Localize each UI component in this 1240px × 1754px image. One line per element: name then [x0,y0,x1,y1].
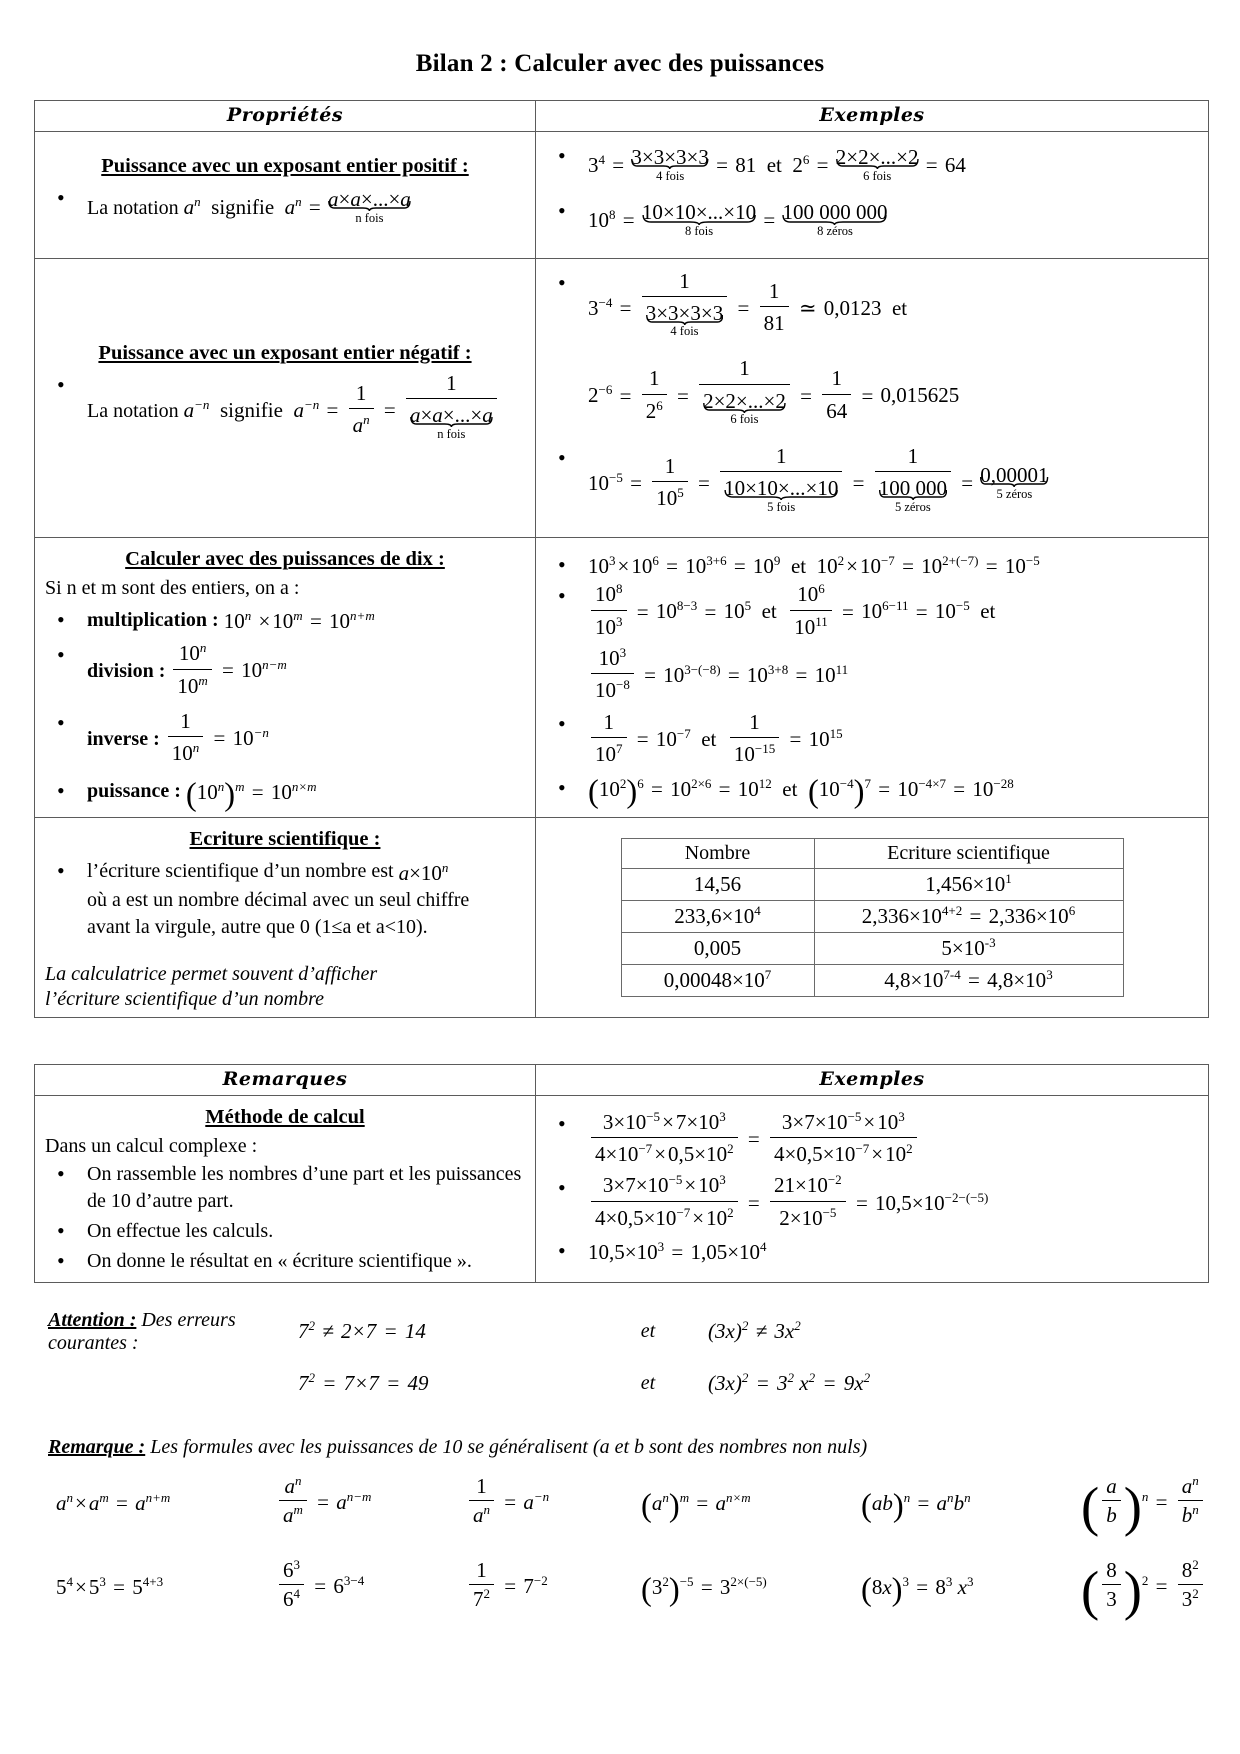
underbrace-icon [703,403,786,411]
list-item [43,185,527,233]
op-sep: : [207,608,224,631]
op-sep: : [169,779,186,802]
rule-text: l’écriture scientifique d’un nombre est [87,860,394,883]
calculator-note-line2: l’écriture scientifique d’un nombre [45,987,325,1010]
remarque-label: Remarque : [48,1435,146,1458]
cell-nombre: $233,6\times 10^4$ [621,901,814,933]
table-row [621,965,1123,997]
underbrace-icon [836,159,919,167]
header-exemples: Exemples [536,101,1209,132]
list-item: • On rassemble les nombres d’une part et les puissances de 10 d’autre part. [43,1161,527,1215]
table-row [35,1095,1209,1282]
underbrace-icon [642,215,756,223]
cell-positive-exponent-examples [536,132,1209,259]
underbrace-icon [879,490,947,498]
brace-label: 5 zéros [996,486,1033,501]
scientific-notation-table [621,838,1124,997]
rule-intro: Dans un calcul complexe : [45,1134,258,1157]
example-method-step1: • $\frac{3\times 10^{-5}\times 7\times 10^3}{4\times 10^{-7}\times 0,5\times 10^2}$ = $\frac{3\times 7\times 10^{-5}\times 10^3}{4\times 0,5\times 10^{-7}\times 10^2}$ [588,1111,920,1172]
list-item [43,777,527,814]
section-gap [34,1018,1206,1064]
cell-scientific-notation-table [536,818,1209,1018]
example-general-division: $\frac{6^3}{6^4}$ = $6^{3-4}$ [276,1561,466,1615]
example-inverse: • $\frac{1}{10^7}$ = $10^{-7}$ et $\frac{1}{10^{-15}}$ = $10^{15}$ [588,711,843,772]
cell-method-rule [35,1095,536,1282]
example-method-step2: • $\frac{3\times 7\times 10^{-5}\times 10^3}{4\times 0,5\times 10^{-7}\times 10^2}$ = $\frac{21\times 10^{-2}}{2\times 10^{-5}}$ = $10,5\times 10^{-2-(-5)}$ [588,1175,988,1236]
underbrace-icon [782,215,887,223]
list-item [43,372,527,453]
example-tail: et [891,295,908,320]
cell-positive-exponent-rule [35,132,536,259]
example-value: 0,0123 [823,295,882,320]
underbrace-icon [410,417,493,425]
example-general-product: $(8x)^3 = 8^3$ $x^3$ [861,1572,974,1608]
example-3-pow-minus-4: $3^{-4}$ = 1 3×3×3×3 4 fois = $\frac{1}{81}$ ≃ 0,0123 et [588,268,908,339]
table-row [35,818,1209,1018]
underbrace-icon [646,315,724,323]
formula-general-division: $\frac{a^n}{a^m}$ = $a^{n-m}$ [276,1477,466,1531]
op-name-division: division [87,660,154,683]
column-header-nombre: Nombre [621,839,814,869]
list-item [544,773,1200,810]
example-general-inverse: $\frac{1}{7^2}$ = $7^{-2}$ [466,1561,641,1615]
rule-title: Puissance avec un exposant entier négatif : [98,341,472,364]
remarque-block [48,1435,1206,1621]
list-item [544,143,1200,191]
cell-powers-of-ten-rule [35,537,536,818]
example-general-power: $(3^2)^{-5} = 3^{2\times(-5)}$ [641,1572,767,1608]
rule-text-line3: avant la virgule, autre que 0 (1≤a et a<10). [87,915,428,938]
table-header-row [621,839,1123,869]
header-remarques: Remarques [35,1064,536,1095]
brace-label: 4 fois [670,324,699,339]
op-name-multiplication: multiplication [87,608,208,631]
formula-general-product: $(ab)^n = a^nb^n$ [861,1488,971,1524]
table-row [35,258,1209,537]
list-item [544,583,1200,644]
op-name-puissance: puissance [87,779,170,802]
list-item [544,198,1200,246]
formula-general-power: $(a^n)^m = a^{n\times m}$ [641,1488,751,1524]
attention-row1-right: $(3x)^2 \ne 3x^2$ [708,1318,801,1344]
cell-ecriture: $1,456\times 10^1$ [814,869,1123,901]
attention-block [48,1309,1206,1396]
brace-label: 8 fois [684,223,714,238]
example-value: 0,00001 [980,463,1049,488]
attention-row2-left: $7^2 = 7\times 7 = 49$ [298,1369,429,1395]
brace-label: n fois [437,426,466,441]
remarks-table [34,1064,1209,1283]
formula-scientific-form: $a\times 10^n$ [398,859,449,885]
list-item: • On effectue les calculs. [43,1218,527,1245]
underbrace-icon [631,159,709,167]
cell-nombre: 0,005 [621,933,814,965]
formula-general-multiplication: $a^n\times a^m = a^{n+m}$ [56,1490,171,1516]
rule-title: Puissance avec un exposant entier positif : [101,155,469,178]
table-row [35,537,1209,818]
brace-label: 6 fois [730,412,759,427]
cell-powers-of-ten-examples [536,537,1209,818]
underbrace-icon [980,477,1048,485]
underbrace-icon [328,201,411,209]
rule-title: Méthode de calcul [205,1105,365,1128]
cell-ecriture: $2,336\times 10^{4+2} = 2,336\times 10^6$ [814,901,1123,933]
list-item [544,445,1200,526]
table-row [35,132,1209,259]
cell-negative-exponent-rule [35,258,536,537]
formula-general-quotient: ( $\frac{a}{b}$ )$^n$ = $\frac{a^n}{b^n}$ [1081,1477,1206,1531]
example-value: 0,015625 [880,383,960,408]
list-item [544,357,1200,438]
list-item [43,710,527,771]
brace-label: 4 fois [656,168,685,183]
example-general-multiplication: $5^4\times 5^3 = 5^{4+3}$ [56,1574,164,1600]
calculator-note-line1: La calculatrice permet souvent d’afficher [45,962,378,985]
op-sep: : [148,727,165,750]
remarque-header [48,1436,1206,1459]
cell-method-examples [536,1095,1209,1282]
cell-nombre: 14,56 [621,869,814,901]
attention-label: Attention : [48,1308,137,1331]
list-item [544,1172,1200,1236]
example-method-step3: $10,5\times 10^3 = 1,05\times 10^4$ [588,1239,767,1265]
page-title: Bilan 2 : Calculer avec des puissances [415,50,825,77]
attention-intro [48,1309,298,1355]
table-header-row [35,1064,1209,1095]
general-formulas-grid [56,1472,1206,1621]
attention-intro-text: Des erreurs courantes : [48,1308,236,1354]
formula-general-inverse: $\frac{1}{a^n}$ = $a^{-n}$ [466,1477,641,1531]
rule-title: Ecriture scientifique : [189,828,381,851]
list-item [544,1238,1200,1267]
cell-ecriture: $5\times 10^{-3}$ [814,933,1123,965]
formula-a-power-n: $a^n$ signifie $a^n$ = a×a×...×a n fois [183,187,411,225]
example-2-pow-minus-6: $2^{-6}$ = $\frac{1}{2^6}$ = 1 2×2×...×2 6 fois = $\frac{1}{64}$ = 0,015625 [588,356,960,427]
rule-text: La notation [87,399,179,422]
brace-label: 5 fois [767,499,796,514]
formula-division: $\frac{10^n}{10^m}$ = $10^{n-m}$ [170,642,286,703]
table-header-row [35,101,1209,132]
list-item: • On donne le résultat en « écriture scientifique ». [43,1248,527,1275]
formula-puissance: $(10^n)^m = 10^{n\times m}$ [185,777,317,814]
list-item [544,711,1200,772]
rule-text-line2: où a est un nombre décimal avec un seul chiffre [87,888,470,911]
cell-nombre: $0,00048\times 10^7$ [621,965,814,997]
list-item [43,642,527,703]
attention-row2-right: $(3x)^2 = 3^2$ $x^2 = 9x^2$ [708,1369,871,1395]
attention-row1-et: et [640,1320,656,1343]
attention-row2-et: et [640,1371,656,1394]
list-item [43,607,527,636]
list-item [544,552,1200,581]
cell-negative-exponent-examples [536,258,1209,537]
op-sep: : [153,660,171,683]
brace-label: 5 zéros [894,499,931,514]
column-header-ecriture: Ecriture scientifique [814,839,1123,869]
brace-label: n fois [355,210,384,225]
brace-label: 8 zéros [817,223,853,238]
formula-inverse: $\frac{1}{10^n}$ = $10^{-n}$ [165,710,269,771]
example-general-quotient: ( $\frac{8}{3}$ )$^2$ = $\frac{8^2}{3^2}$ [1081,1561,1206,1615]
list-item [544,1108,1200,1172]
properties-table [34,100,1209,1018]
table-row [621,901,1123,933]
example-division-b: $\frac{10^3}{10^{-8}}$ = $10^{3-(-8)} = 10^{3+8} = 10^{11}$ [588,647,848,708]
rule-text: La notation [87,196,179,219]
list-item [544,270,1200,351]
op-name-inverse: inverse [87,727,149,750]
example-multiplication: $10^3\times 10^6 = 10^{3+6} = 10^9$ et $10^2\times 10^{-7} = 10^{2+(-7)} = 10^{-5}$ [588,553,1040,579]
table-row [621,933,1123,965]
header-exemples: Exemples [536,1064,1209,1095]
brace-label: 6 fois [863,168,892,183]
remarque-text: Les formules avec les puissances de 10 se généralisent (a et b sont des nombres non nuls) [150,1435,868,1458]
formula-multiplication: $10^n \times 10^m = 10^{n+m}$ [223,607,375,633]
cell-ecriture: $4,8\times 10^{7-4} = 4,8\times 10^3$ [814,965,1123,997]
table-row [621,869,1123,901]
formula-a-power-minus-n: $a^{-n}$ signifie $a^{-n}$ = $\frac{1}{a^n}$ = 1 a×a×...×a n fois [184,372,500,453]
header-proprietes: Propriétés [35,101,536,132]
rule-title: Calculer avec des puissances de dix : [125,547,445,570]
rule-intro: Si n et m sont des entiers, on a : [45,576,300,599]
example-division-a: • $\frac{10^8}{10^3}$ = $10^{8-3} = 10^5$ et $\frac{10^6}{10^{11}}$ = $10^{6-11} = 10^{-5}$ et [588,583,995,644]
example-3-pow-4: $3^4$ = 3×3×3×3 4 fois = 81 et $2^6$ = 2×2×...×2 6 fois = 64 [588,145,966,183]
attention-row1-left: $7^2 \ne 2\times 7 = 14$ [298,1318,426,1344]
underbrace-icon [724,490,838,498]
cell-scientific-notation-rule [35,818,536,1018]
list-item [43,858,527,941]
example-puissance: $(10^2)^6 = 10^{2\times 6} = 10^{12}$ et $(10^{-4})^7 = 10^{-4\times 7} = 10^{-28}$ [588,773,1014,810]
list-item [544,647,1200,708]
example-10-pow-minus-5: $10^{-5}$ = $\frac{1}{10^5}$ = 1 10×10×...×10 5 fois = 1 100 000 5 zéros = 0,00001 5 zéros [588,443,1049,514]
example-10-pow-8: $10^8$ = 10×10×...×10 8 fois = 100 000 000 8 zéros [588,200,888,238]
